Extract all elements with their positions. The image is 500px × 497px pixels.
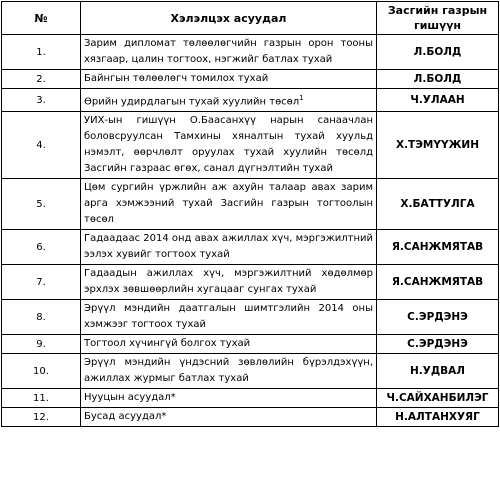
row-topic: Тогтоол хүчингүй болгох тухай [81, 335, 377, 354]
row-number: 9. [2, 335, 81, 354]
header-topic: Хэлэлцэх асуудал [81, 2, 377, 35]
row-member: Л.БОЛД [377, 35, 499, 70]
row-topic: Байнгын төлөөлөгч томилох тухай [81, 70, 377, 89]
row-number: 4. [2, 112, 81, 179]
row-number: 12. [2, 408, 81, 427]
row-member: Н.АЛТАНХУЯГ [377, 408, 499, 427]
row-number: 7. [2, 265, 81, 300]
row-member: Х.БАТТУЛГА [377, 179, 499, 230]
table-row [2, 389, 499, 408]
table-row [2, 70, 499, 89]
table-row [2, 408, 499, 427]
header-member-line2: гишүүн [413, 19, 462, 32]
header-member-line1: Засгийн газрын [387, 4, 488, 17]
row-number: 6. [2, 230, 81, 265]
row-member: Ч.САЙХАНБИЛЭГ [377, 389, 499, 408]
table-row [2, 179, 499, 230]
row-topic: УИХ-ын гишүүн О.Баасанхүү нарын санаачлан боловсруулсан Тамхины хяналтын тухай хуульд нэмэлт, өөрчлөлт оруулах тухай хуулийн төсөлд Засгийн газраас өгөх, санал дүгнэлтийн тухай [81, 112, 377, 179]
header-member [377, 2, 499, 35]
row-number: 3. [2, 89, 81, 112]
row-topic: Эрүүл мэндийн даатгалын шимтгэлийн 2014 оны хэмжээг тогтоох тухай [81, 300, 377, 335]
row-topic-cell [81, 89, 377, 112]
row-topic: Гадаадын ажиллах хүч, мэргэжилтний хөдөлмөр эрхлэх зөвшөөрлийн хугацааг сунгах тухай [81, 265, 377, 300]
table-row [2, 230, 499, 265]
row-member: С.ЭРДЭНЭ [377, 335, 499, 354]
row-member: Х.ТЭМҮҮЖИН [377, 112, 499, 179]
row-number: 10. [2, 354, 81, 389]
row-member: Ч.УЛААН [377, 89, 499, 112]
table-row [2, 112, 499, 179]
row-member: С.ЭРДЭНЭ [377, 300, 499, 335]
row-topic: Зарим дипломат төлөөлөгчийн газрын орон тооны хязгаар, цалин тогтоох, нэгжийг батлах тухай [81, 35, 377, 70]
row-topic: Эрүүл мэндийн үндэсний зөвлөлийн бүрэлдэхүүн, ажиллах журмыг батлах тухай [81, 354, 377, 389]
table-row [2, 265, 499, 300]
row-topic: Бусад асуудал* [81, 408, 377, 427]
table-row [2, 300, 499, 335]
row-number: 8. [2, 300, 81, 335]
row-member: Л.БОЛД [377, 70, 499, 89]
row-number: 11. [2, 389, 81, 408]
table-row [2, 89, 499, 112]
row-member: Я.САНЖМЯТАВ [377, 230, 499, 265]
header-row [2, 2, 499, 35]
row-member: Я.САНЖМЯТАВ [377, 265, 499, 300]
footnote-marker: 1 [299, 94, 304, 102]
table-row [2, 35, 499, 70]
table-row [2, 335, 499, 354]
row-topic: Цөм сургийн үржлийн аж ахуйн талаар авах зарим арга хэмжээний тухай Засгийн газрын тогтоолын төсөл [81, 179, 377, 230]
agenda-table [1, 1, 499, 427]
row-topic: Гадаадаас 2014 онд авах ажиллах хүч, мэргэжилтний ээлэх хувийг тогтоох тухай [81, 230, 377, 265]
row-number: 2. [2, 70, 81, 89]
row-topic: Өрийн удирдлагын тухай хуулийн төсөл [84, 96, 300, 108]
row-number: 1. [2, 35, 81, 70]
table-row [2, 354, 499, 389]
row-member: Н.УДВАЛ [377, 354, 499, 389]
row-topic: Нууцын асуудал* [81, 389, 377, 408]
header-number: № [2, 2, 81, 35]
row-number: 5. [2, 179, 81, 230]
